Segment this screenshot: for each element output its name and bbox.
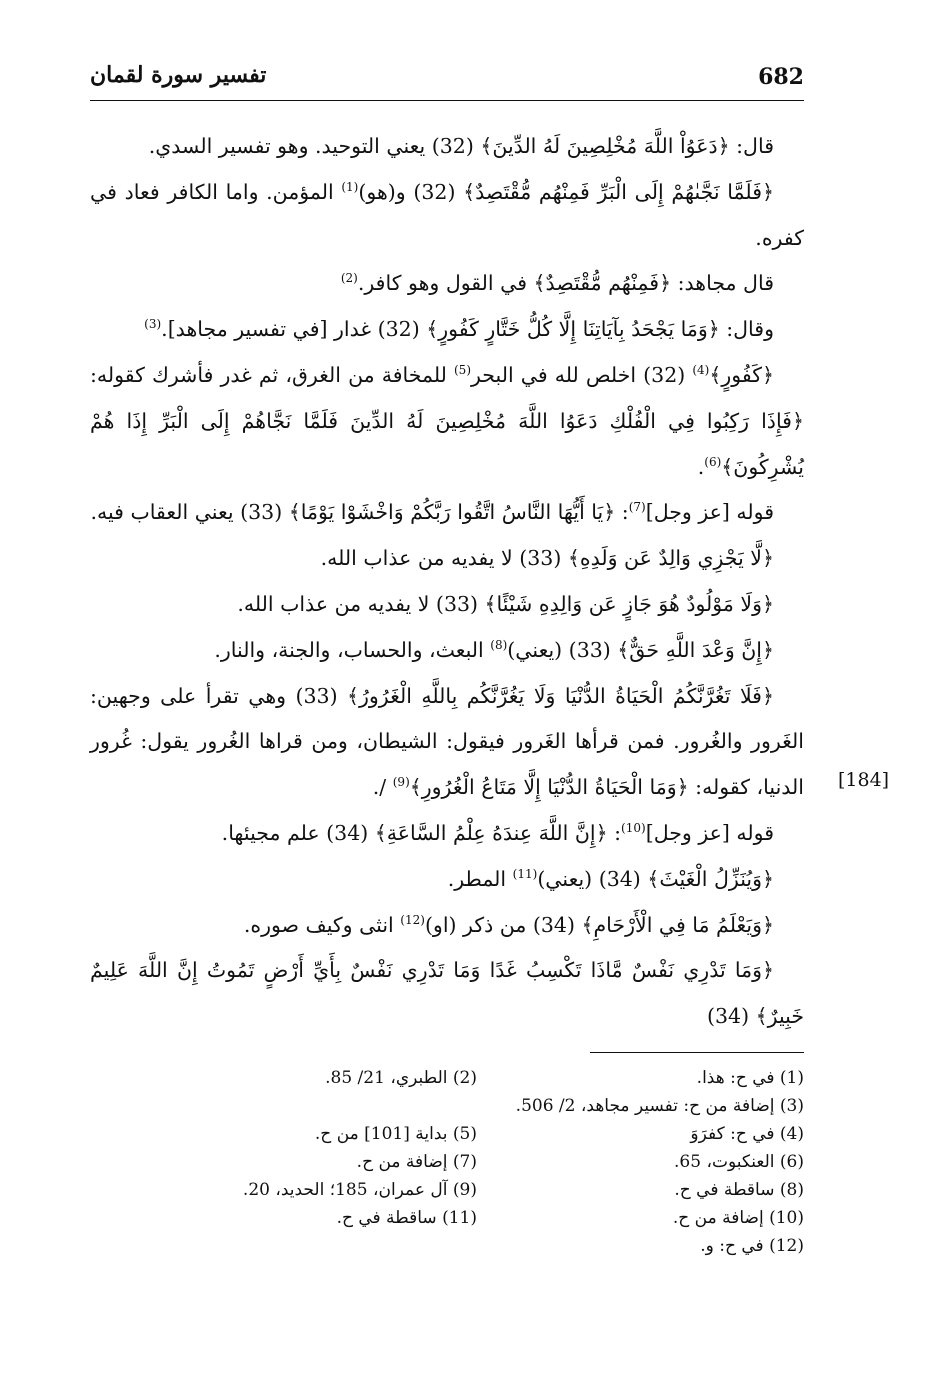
- manuscript-folio-marker: [184]: [838, 769, 890, 791]
- paragraph: ﴿فَلَمَّا نَجَّىٰهُمْ إِلَى الْبَرِّ فَمِنْهُم مُّقْتَصِدٌ﴾ (32) و(هو)$^{(1)}$ المؤمن. واما الكافر فعاد في كفره.: [90, 179, 804, 250]
- footnote: (4) في ح: كفرَوَ: [690, 1124, 804, 1144]
- footnote: (1) في ح: هذا.: [696, 1068, 804, 1088]
- footnote: (3) إضافة من ح: تفسير مجاهد، 2/ 506.: [515, 1096, 804, 1116]
- paragraph: ﴿كَفُورٍ﴾$^{(4)}$ (32) اخلص لله في البحر$^{(5)}$ للمخافة من الغرق، ثم غدر فأشرك كقوله: ﴿فَإِذَا رَكِبُوا فِي الْفُلْكِ دَعَوُا اللَّهَ مُخْلِصِينَ لَهُ الدِّينَ فَلَمَّا نَجَّاهُمْ إِلَى الْبَرِّ إِذَا هُمْ يُشْرِكُونَ﴾$^{(6)}$.: [90, 362, 804, 479]
- footnote: (9) آل عمران، 185؛ الحديد، 20.: [242, 1180, 477, 1200]
- footnote-ref: (3): [144, 317, 162, 332]
- footnote-ref: (1): [341, 179, 359, 194]
- paragraph: قوله [عز وجل]$^{(7)}$: ﴿يَا أَيُّهَا النَّاسُ اتَّقُوا رَبَّكُمْ وَاخْشَوْا يَوْمًا﴾ (33) يعني العقاب فيه.: [90, 500, 774, 525]
- footnote-ref: (9): [392, 775, 410, 790]
- footnote-ref: (6): [704, 454, 722, 469]
- footnote-ref: (10): [621, 821, 646, 836]
- footnote: (11) ساقطة في ح.: [336, 1208, 477, 1228]
- footnote: (10) إضافة من ح.: [672, 1208, 804, 1228]
- footnote-divider: [590, 1052, 804, 1053]
- footnote: (6) العنكبوت، 65.: [674, 1152, 804, 1172]
- paragraph: ﴿فَلَا تَغُرَّنَّكُمُ الْحَيَاةُ الدُّنْيَا وَلَا يَغُرَّنَّكُم بِاللَّهِ الْغَرُورُ﴾ (33) وهي تقرأ على وجهين: الغَرور والغُرور. فمن قرأها الغَرور فيقول: الشيطان، ومن قراها الغُرور يقول: غُرور الدنيا، كقوله: ﴿وَمَا الْحَيَاةُ الدُّنْيَا إِلَّا مَتَاعُ الْغُرُورِ﴾$^{(9)}$ /.: [90, 683, 804, 800]
- footnote-ref: (4): [692, 363, 710, 378]
- paragraph: ﴿وَيَعْلَمُ مَا فِي الْأَرْحَامِ﴾ (34) من ذكر (او)$^{(12)}$ انثى وكيف صوره.: [243, 912, 774, 937]
- footnote: (8) ساقطة في ح.: [674, 1180, 804, 1200]
- footnote-ref: (11): [512, 866, 538, 881]
- footnote: (12) في ح: و.: [700, 1236, 804, 1256]
- paragraph: وقال: ﴿وَمَا يَجْحَدُ بِآيَاتِنَا إِلَّا كُلُّ خَتَّارٍ كَفُورٍ﴾ (32) غدار [في تفسير مجاهد].$^{(3)}$: [144, 317, 774, 342]
- paragraph: قال: ﴿دَعَوُاْ اللَّهَ مُخْلِصِينَ لَهُ الدِّينَ﴾ (32) يعني التوحيد. وهو تفسير السدي.: [148, 134, 774, 158]
- footnote-ref: (7): [628, 500, 646, 515]
- running-title: تفسير سورة لقمان: [90, 62, 267, 88]
- paragraph: قال مجاهد: ﴿فَمِنْهُم مُّقْتَصِدٌ﴾ في القول وهو كافر.$^{(2)}$: [340, 271, 774, 296]
- paragraph: ﴿وَيُنَزِّلُ الْغَيْثَ﴾ (34) (يعني)$^{(11)}$ المطر.: [447, 866, 774, 891]
- page-header: [90, 60, 804, 101]
- footnote-ref: (12): [400, 912, 425, 927]
- footnote: (5) بداية [101] من ح.: [314, 1124, 477, 1144]
- paragraph: ﴿وَلَا مَوْلُودٌ هُوَ جَازٍ عَن وَالِدِهِ شَيْئًا﴾ (33) لا يفديه من عذاب الله.: [237, 591, 774, 616]
- paragraph: ﴿إِنَّ وَعْدَ اللَّهِ حَقٌّ﴾ (33) (يعني)$^{(8)}$ البعث، والحساب، والجنة، والنار.: [214, 637, 774, 662]
- footnote-ref: (5): [453, 363, 471, 378]
- page-number: 682: [758, 64, 804, 90]
- footnote: (7) إضافة من ح.: [356, 1152, 477, 1172]
- footnote-ref: (8): [490, 637, 508, 652]
- footnote-ref: (2): [340, 271, 358, 286]
- footnotes: [150, 1064, 804, 1260]
- paragraph: ﴿وَمَا تَدْرِي نَفْسٌ مَّاذَا تَكْسِبُ غَدًا وَمَا تَدْرِي نَفْسٌ بِأَيِّ أَرْضٍ تَمُوتُ إِنَّ اللَّهَ عَلِيمٌ خَبِيرٌ﴾ (34): [90, 958, 804, 1029]
- paragraph: ﴿لَّا يَجْزِي وَالِدٌ عَن وَلَدِهِ﴾ (33) لا يفديه من عذاب الله.: [320, 546, 774, 571]
- main-text: [90, 124, 804, 1040]
- paragraph: قوله [عز وجل]$^{(10)}$: ﴿إِنَّ اللَّهَ عِندَهُ عِلْمُ السَّاعَةِ﴾ (34) علم مجيئها.: [221, 820, 774, 845]
- footnote: (2) الطبري، 21/ 85.: [325, 1068, 477, 1088]
